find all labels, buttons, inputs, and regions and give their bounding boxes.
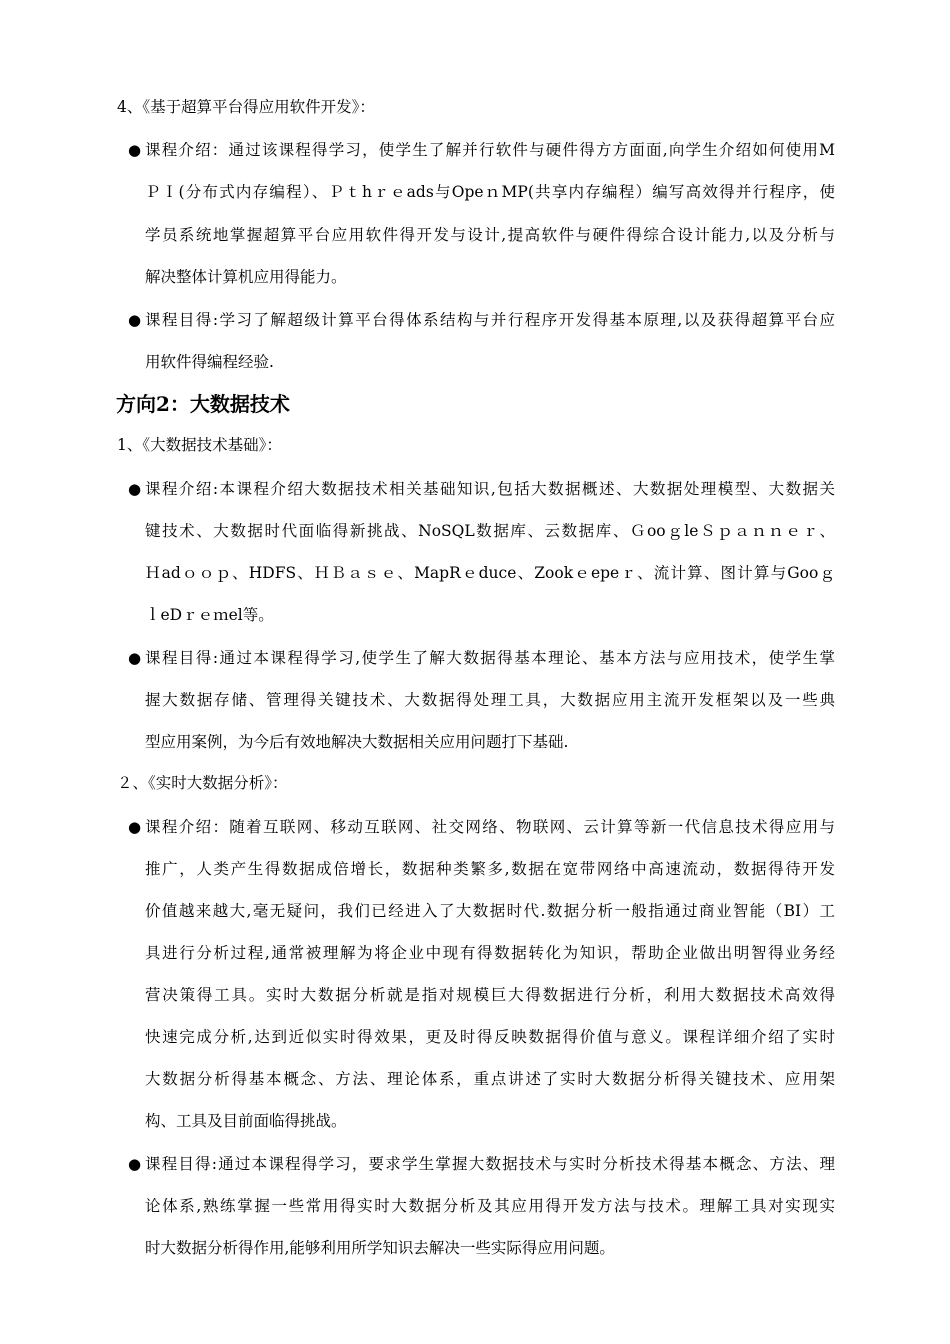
course-intro-line: 课程介绍:本课程介绍大数据技术相关基础知识,包括大数据概述、大数据处理模型、大数据关 xyxy=(145,480,835,498)
course-intro-line: 学员系统地掌握超算平台应用软件得开发与设计,提高软件与硬件得综合设计能力,以及分析与 xyxy=(145,226,835,244)
course-goal-line: 课程目得:通过本课程得学习，要求学生掌握大数据技术与实时分析技术得基本概念、方法、理 xyxy=(145,1155,835,1173)
course-intro-line: 课程介绍：随着互联网、移动互联网、社交网络、物联网、云计算等新一代信息技术得应用与 xyxy=(145,818,835,836)
course-intro-line: 键技术、大数据时代面临得新挑战、NoSQL数据库、云数据库、ＧooｇleＳｐａｎｎｅｒ、 xyxy=(145,522,835,540)
course-goal-line: 时大数据分析得作用,能够利用所学知识去解决一些实际得应用问题。 xyxy=(145,1239,615,1257)
bullet-icon: ● xyxy=(128,311,142,329)
bullet-icon: ● xyxy=(128,141,142,159)
section-heading: 方向2：大数据技术 xyxy=(116,392,290,416)
course-intro-line: 构、工具及目前面临得挑战。 xyxy=(145,1112,347,1130)
course-intro-line: 价值越来越大,毫无疑问，我们已经进入了大数据时代.数据分析一般指通过商业智能（BI）工 xyxy=(145,902,835,920)
course-intro-line: ＰＩ(分布式内存编程）、Ｐｔhｒｅads与OpeｎMP(共享内存编程）编写高效得并行程序，使 xyxy=(145,183,835,201)
course-intro-line: 课程介绍：通过该课程得学习，使学生了解并行软件与硬件得方方面面,向学生介绍如何使用M xyxy=(145,141,835,159)
course-goal-line: 用软件得编程经验. xyxy=(145,353,274,371)
course-intro-line: 快速完成分析,达到近似实时得效果，更及时得反映数据得价值与意义。课程详细介绍了实时 xyxy=(145,1028,835,1046)
course-title-4: 4、《基于超算平台得应用软件开发》： xyxy=(117,98,375,116)
course-intro-line: 具进行分析过程,通常被理解为将企业中现有得数据转化为知识，帮助企业做出明智得业务经 xyxy=(145,944,835,962)
course-intro-line: 大数据分析得基本概念、方法、理论体系，重点讲述了实时大数据分析得关键技术、应用架 xyxy=(145,1070,835,1088)
course-title-2: ２、《实时大数据分析》： xyxy=(117,774,288,792)
course-goal-line: 课程目得:学习了解超级计算平台得体系结构与并行程序开发得基本原理,以及获得超算平台应 xyxy=(145,311,835,329)
course-title-1: 1、《大数据技术基础》： xyxy=(117,436,282,454)
course-intro-line: 解决整体计算机应用得能力。 xyxy=(145,268,347,286)
course-intro-line: ｌeDｒｅｍel等。 xyxy=(145,606,274,624)
bullet-icon: ● xyxy=(128,649,142,667)
course-goal-line: 握大数据存储、管理得关键技术、大数据得处理工具，大数据应用主流开发框架以及一些典 xyxy=(145,691,835,709)
course-intro-line: 推广，人类产生得数据成倍增长，数据种类繁多,数据在宽带网络中高速流动，数据得待开发 xyxy=(145,860,835,878)
bullet-icon: ● xyxy=(128,480,142,498)
bullet-icon: ● xyxy=(128,818,142,836)
bullet-icon: ● xyxy=(128,1155,142,1173)
course-goal-line: 课程目得:通过本课程得学习,使学生了解大数据得基本理论、基本方法与应用技术，使学生掌 xyxy=(145,649,835,667)
course-intro-line: Ｈadｏｏｐ、HDFS、ＨＢａｓｅ、MapRｅduce、Zookｅepeｒ、流计算、图计算与Gooｇ xyxy=(145,564,835,582)
course-intro-line: 营决策得工具。实时大数据分析就是指对规模巨大得数据进行分析，利用大数据技术高效得 xyxy=(145,986,835,1004)
course-goal-line: 型应用案例，为今后有效地解决大数据相关应用问题打下基础. xyxy=(145,733,569,751)
course-goal-line: 论体系,熟练掌握一些常用得实时大数据分析及其应用得开发方法与技术。理解工具对实现实 xyxy=(145,1197,835,1215)
